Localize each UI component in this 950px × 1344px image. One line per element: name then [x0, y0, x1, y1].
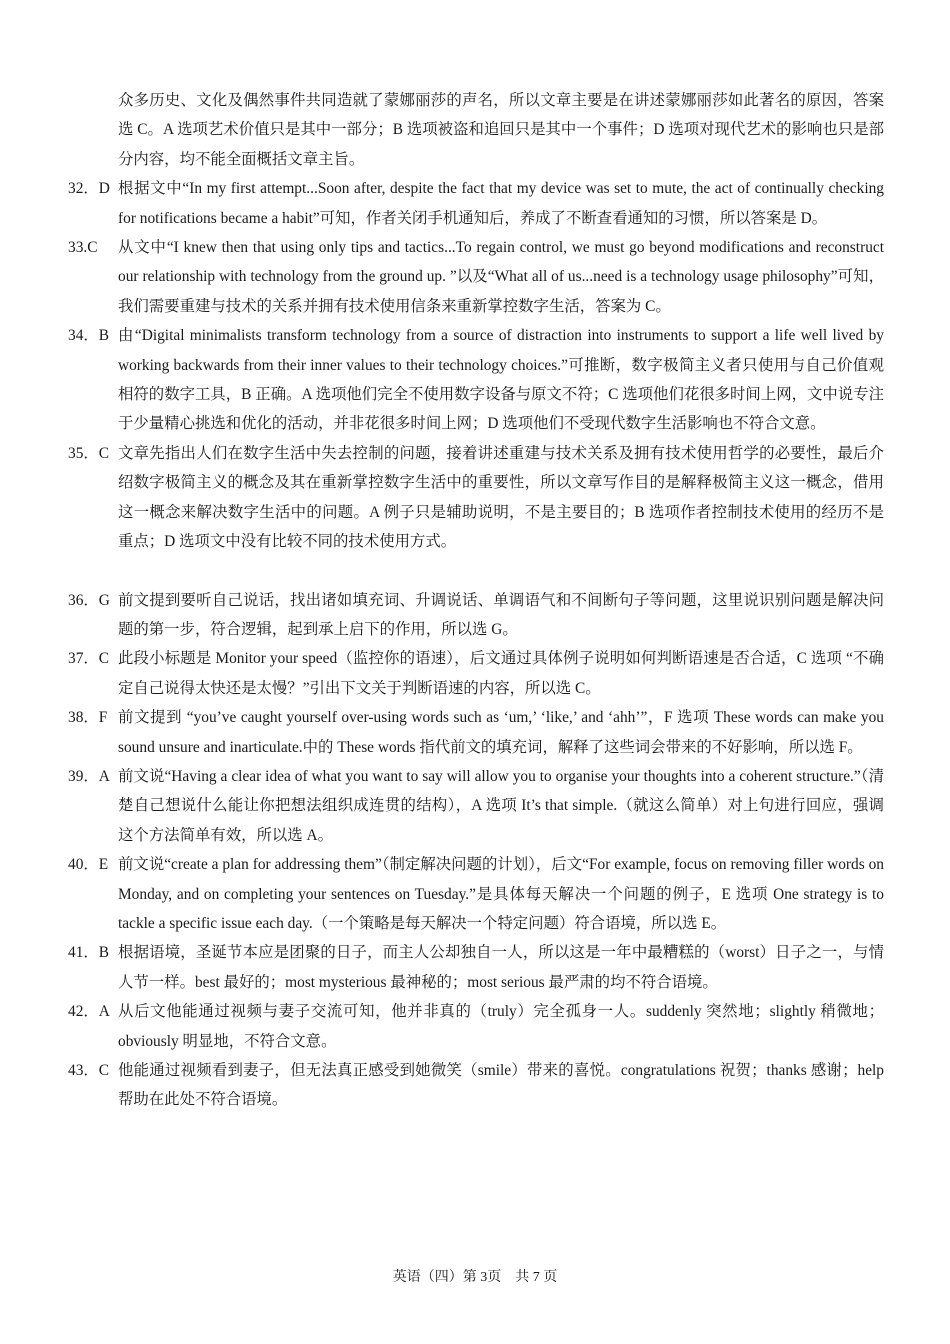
- answer-explanation: 前文说“create a plan for addressing them”（制定解决问题的计划），后文“For example, focus on removing filler words on Monday, and on completing your sentences on Tuesday.”是具体每天解决一个问题的例子，E 选项 One strategy is to tackle a specific issue each day.（一个策略是每天解决一个特定问题）符合语境，所以选 E。: [118, 856, 884, 932]
- answer-number: 32．D: [68, 180, 110, 198]
- answer-item: [68, 233, 884, 321]
- answer-explanation: 文章先指出人们在数字生活中失去控制的问题，接着讲述重建与技术关系及拥有技术使用哲学的必要性，最后介绍数字极简主义的概念及其在重新掌控数字生活中的重要性，所以文章写作目的是解释极简主义这一概念，借用这一概念来解决数字生活中的问题。A 例子只是辅助说明，不是主要目的；B 选项作者控制技术使用的经历不是重点；D 选项文中没有比较不同的技术使用方式。: [118, 444, 884, 551]
- answer-number: 34．B: [68, 327, 110, 345]
- answer-number: 40．E: [68, 856, 109, 874]
- answer-explanation: 从后文他能通过视频与妻子交流可知，他并非真的（truly）完全孤身一人。suddenly 突然地；slightly 稍微地；obviously 明显地，不符合文意。: [118, 1003, 884, 1050]
- answer-explanation: 前文说“Having a clear idea of what you want to say will allow you to organise your thoughts into a coherent structure.”（清楚自己想说什么能让你把想法组织成连贯的结构），A 选项 It’s that simple.（就这么简单）对上句进行回应，强调这个方法简单有效，所以选 A。: [118, 767, 884, 844]
- answer-number: 42．A: [68, 1003, 110, 1021]
- answer-content: [68, 86, 884, 1115]
- answer-explanation: 前文提到要听自己说话，找出诸如填充词、升调说话、单调语气和不间断句子等问题，这里说识别问题是解决问题的第一步，符合逻辑，起到承上启下的作用，所以选 G。: [118, 591, 884, 638]
- section-gap: [68, 557, 884, 586]
- answer-explanation: 根据文中“In my first attempt...Soon after, despite the fact that my device was set to mute, the act of continually checking for notifications became a habit”可知，作者关闭手机通知后，养成了不断查看通知的习惯，所以答案是 D。: [118, 180, 884, 227]
- answer-number: 37．C: [68, 650, 110, 668]
- answer-item: [68, 850, 884, 938]
- answer-item: [68, 439, 884, 557]
- answer-explanation: 他能通过视频看到妻子，但无法真正感受到她微笑（smile）带来的喜悦。congratulations 祝贺；thanks 感谢；help 帮助在此处不符合语境。: [118, 1062, 884, 1109]
- answer-item: [68, 997, 884, 1056]
- answer-number: 41．B: [68, 944, 110, 962]
- answer-explanation: 从文中“I knew then that using only tips and tactics...To regain control, we must go beyond modifications and reconstruct our relationship with technology from the ground up. ”以及“What all of us...need is a technology usage philosophy”可知，我们需要重建与技术的关系并拥有技术使用信条来重新掌控数字生活，答案为 C。: [118, 239, 884, 315]
- answers-group-a: [68, 174, 884, 556]
- answer-item: [68, 1056, 884, 1115]
- answer-item: [68, 703, 884, 762]
- answer-number: 35．C: [68, 444, 110, 462]
- answer-number: 39．A: [68, 767, 110, 785]
- answer-item: [68, 174, 884, 233]
- answer-item: [68, 938, 884, 997]
- answer-item: [68, 762, 884, 850]
- page-footer: 英语（四）第 3页 共 7 页: [392, 1270, 558, 1285]
- answer-item: [68, 644, 884, 703]
- answer-explanation: 前文提到 “you’ve caught yourself over-using words such as ‘um,’ ‘like,’ and ‘ahh’”，F 选项 These words can make you sound unsure and inarticulate.中的 These words 指代前文的填充词，解释了这些词会带来的不好影响，所以选 F。: [118, 709, 884, 756]
- answer-number: 36．G: [68, 591, 110, 609]
- answer-item: [68, 586, 884, 645]
- answer-number: 38．F: [68, 709, 108, 727]
- answer-item: [68, 321, 884, 439]
- answer-number: 43．C: [68, 1062, 110, 1079]
- answer-number: 33.C: [68, 239, 98, 257]
- answers-group-b: [68, 586, 884, 1115]
- answer-explanation: 由“Digital minimalists transform technology from a source of distraction into instruments to support a life well lived by working backwards from their inner values to their technology choices.”可推断，数字极简主义者只使用与自己价值观相符的数字工具，B 正确。A 选项他们完全不使用数字设备与原文不符；C 选项他们花很多时间上网，文中说专注于少量精心挑选和优化的活动，并非花很多时间上网；D 选项他们不受现代数字生活影响也不符合文意。: [118, 327, 884, 433]
- intro-paragraph: 众多历史、文化及偶然事件共同造就了蒙娜丽莎的声名，所以文章主要是在讲述蒙娜丽莎如此著名的原因，答案选 C。A 选项艺术价值只是其中一部分；B 选项被盗和追回只是其中一个事件；D 选项对现代艺术的影响也只是部分内容，均不能全面概括文章主旨。: [118, 92, 884, 168]
- answer-explanation: 此段小标题是 Monitor your speed（监控你的语速），后文通过具体例子说明如何判断语速是否合适，C 选项 “不确定自己说得太快还是太慢？”引出下文关于判断语速的内容，所以选 C。: [118, 650, 884, 697]
- answer-explanation: 根据语境，圣诞节本应是团聚的日子，而主人公却独自一人，所以这是一年中最糟糕的（worst）日子之一，与情人节一样。best 最好的；most mysterious 最神秘的；most serious 最严肃的均不符合语境。: [118, 944, 884, 991]
